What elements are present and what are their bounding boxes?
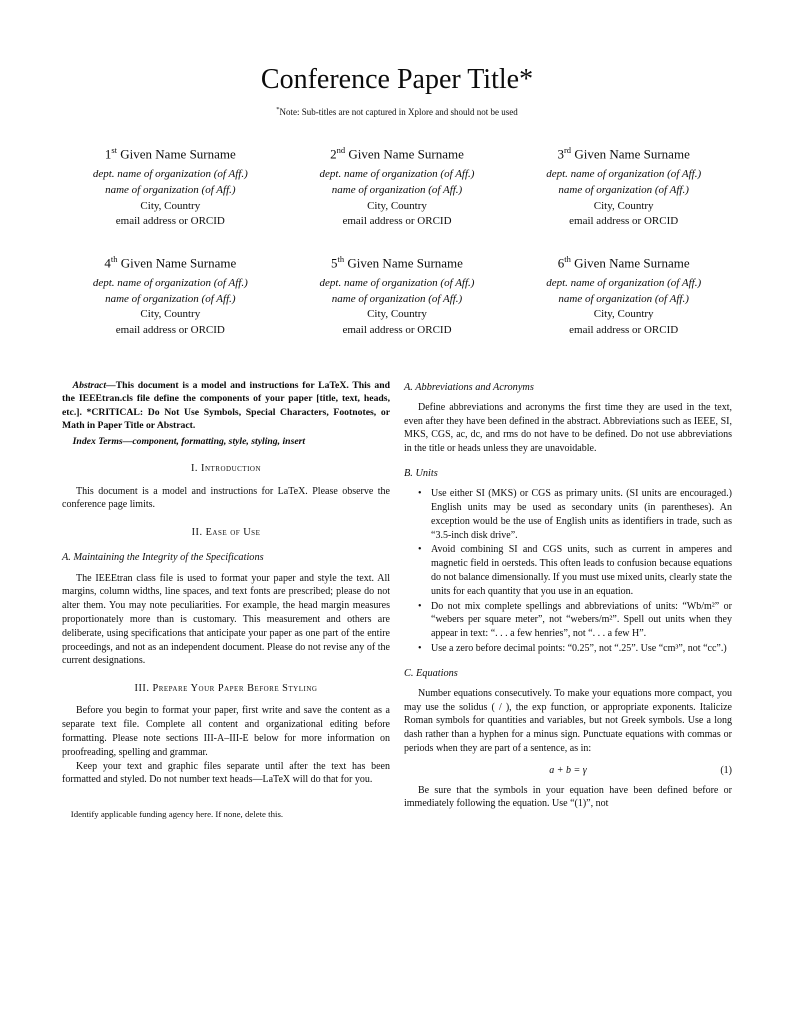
author-block-2	[289, 145, 506, 230]
subsection-heading-units: B. Units	[404, 467, 438, 479]
author-city: City, Country	[367, 199, 427, 212]
author-dept: dept. name of organization (of Aff.)	[546, 277, 702, 290]
subsection-heading-abbreviations: A. Abbreviations and Acronyms	[404, 381, 534, 393]
two-column-body	[62, 379, 732, 822]
equations-paragraph-1: Number equations consecutively. To make your equations more compact, you may use the solidus ( / ), the exp function, or appropriate exponents. Italicize Roman symbols for quantities and variables, but not Greek symbols. Use a long dash rather than a hyphen for a minus sign. Punctuate equations with commas or periods when they are part of a sentence, as in:	[404, 687, 732, 755]
author-email: email address or ORCID	[115, 323, 225, 336]
author-org: name of organization (of Aff.)	[105, 183, 236, 196]
equations-paragraph-2: Be sure that the symbols in your equation have been defined before or immediately following the equation. Use “(1)”, not	[404, 784, 732, 810]
maintaining-paragraph: The IEEEtran class file is used to format your paper and style the text. All margins, column widths, line spaces, and text fonts are prescribed; please do not alter them. You may note peculiarities. For example, the head margin measures proportionately more than is customary. This measurement and others are deliberate, using specifications that anticipate your paper as one part of the entire proceedings, and not as an independent document. Please do not revise any of the current designations.	[62, 572, 390, 667]
abstract-text: This document is a model and instructions for LaTeX. This and the IEEEtran.cls file define the components of your paper [title, text, heads, etc.]. *CRITICAL: Do Not Use Symbols, Special Characters, Footnotes, or Math in Paper Title or Abstract.	[62, 379, 390, 432]
author-block-3	[515, 145, 732, 230]
list-item: • Avoid combining SI and CGS units, such as current in amperes and magnetic field in oersteds. This often leads to confusion because equations do not balance dimensionally. If you must use mixed units, clearly state the units for each quantity that you use in an equation.	[431, 543, 732, 598]
title-note	[62, 106, 732, 117]
subsection-heading-equations: C. Equations	[404, 667, 458, 679]
introduction-paragraph: This document is a model and instructions for LaTeX. Please observe the conference page limits.	[62, 485, 390, 511]
equation-number: (1)	[720, 764, 732, 776]
author-email: email address or ORCID	[569, 215, 679, 228]
author-email: email address or ORCID	[342, 323, 452, 336]
author-dept: dept. name of organization (of Aff.)	[319, 277, 475, 290]
equation-row	[404, 764, 732, 778]
author-name: 5th Given Name Surname	[331, 253, 463, 271]
units-bullet-list	[404, 487, 732, 656]
author-block-6	[515, 254, 732, 339]
list-item: • Do not mix complete spellings and abbreviations of units: “Wb/m²” or “webers per square meter”, not “webers/m²”. Spell out units when they appear in text: “. . . a few henries”, not “. . . a few H”.	[431, 600, 732, 641]
prepare-paragraph-1: Before you begin to format your paper, first write and save the content as a separate text file. Complete all content and organizational editing before formatting. Please note sections III-A–III-E below for more information on proofreading, spelling and grammar.	[62, 705, 390, 758]
author-dept: dept. name of organization (of Aff.)	[92, 277, 248, 290]
section-heading-ease-of-use: II. Ease of Use	[191, 527, 261, 539]
author-city: City, Country	[593, 199, 654, 212]
author-block-4	[62, 254, 279, 339]
section-heading-introduction: I. Introduction	[190, 463, 262, 475]
abstract	[62, 379, 390, 433]
author-city: City, Country	[140, 308, 201, 321]
author-name: 1st Given Name Surname	[104, 145, 236, 162]
abstract-label: Abstract—	[72, 379, 116, 391]
author-block-grid	[62, 145, 732, 339]
author-email: email address or ORCID	[569, 323, 679, 336]
author-org: name of organization (of Aff.)	[105, 292, 236, 305]
author-name: 3rd Given Name Surname	[557, 145, 690, 162]
section-heading-prepare-paper: III. Prepare Your Paper Before Styling	[134, 683, 318, 695]
abbreviations-paragraph: Define abbreviations and acronyms the first time they are used in the text, even after they have been defined in the abstract. Abbreviations such as IEEE, SI, MKS, CGS, ac, dc, and rms do not have to be defined. Do not use abbreviations in the title or heads unless they are unavoidable.	[404, 401, 732, 455]
prepare-paragraph-2: Keep your text and graphic files separate until after the text has been formatted and styled. Do not number text heads—LaTeX will do that for you.	[62, 760, 390, 786]
author-city: City, Country	[367, 308, 427, 321]
author-name: 4th Given Name Surname	[104, 253, 237, 271]
author-name: 6th Given Name Surname	[557, 253, 690, 271]
list-item: • Use a zero before decimal points: “0.25”, not “.25”. Use “cm³”, not “cc”.)	[431, 642, 732, 656]
author-city: City, Country	[140, 199, 201, 212]
index-terms	[62, 435, 390, 449]
author-block-5	[289, 254, 506, 339]
author-org: name of organization (of Aff.)	[558, 183, 689, 196]
title-note-marker: *	[276, 106, 280, 113]
author-dept: dept. name of organization (of Aff.)	[546, 168, 702, 181]
author-dept: dept. name of organization (of Aff.)	[319, 168, 475, 181]
author-org: name of organization (of Aff.)	[331, 183, 463, 196]
author-city: City, Country	[593, 308, 654, 321]
index-terms-label: Index Terms—	[72, 435, 133, 447]
subsection-heading-maintaining-integrity: A. Maintaining the Integrity of the Specifications	[62, 552, 264, 564]
left-column	[62, 379, 390, 822]
paper-title: Conference Paper Title*	[260, 64, 534, 95]
right-column	[404, 379, 732, 822]
funding-footnote: Identify applicable funding agency here. If none, delete this.	[70, 809, 284, 820]
author-org: name of organization (of Aff.)	[558, 292, 689, 305]
author-dept: dept. name of organization (of Aff.)	[92, 168, 248, 181]
author-email: email address or ORCID	[342, 215, 452, 228]
author-email: email address or ORCID	[115, 215, 225, 228]
author-name: 2nd Given Name Surname	[330, 145, 464, 162]
index-terms-text: component, formatting, style, styling, insert	[132, 435, 306, 447]
author-org: name of organization (of Aff.)	[331, 292, 463, 305]
list-item: • Use either SI (MKS) or CGS as primary units. (SI units are encouraged.) English units may be used as secondary units (in parentheses). An exception would be the use of English units as identifiers in trade, such as “3.5-inch disk drive”.	[431, 487, 732, 542]
title-note-text: Note: Sub-titles are not captured in Xplore and should not be used	[279, 107, 518, 117]
author-block-1	[62, 145, 279, 230]
equation-body: a + b = γ	[549, 764, 587, 776]
